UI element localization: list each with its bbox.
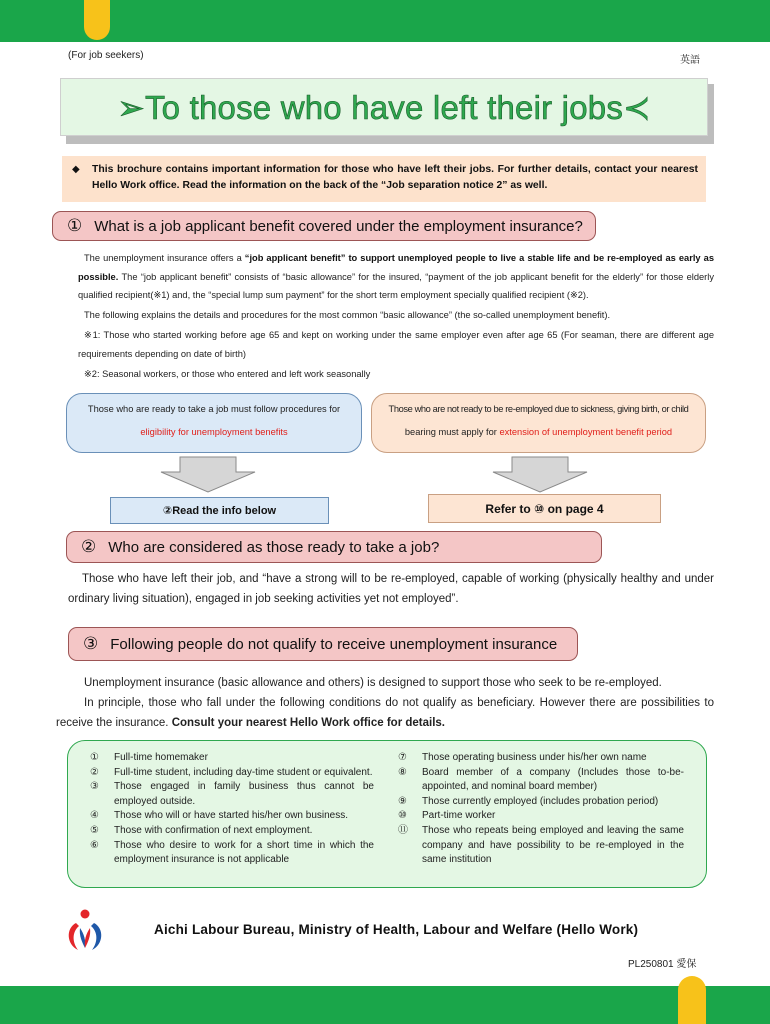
condition-number: ④	[90, 810, 99, 822]
section-3-p2-bold: Consult your nearest Hello Work office for details.	[171, 717, 445, 729]
section-3-title: Following people do not qualify to receive unemployment insurance	[110, 635, 558, 653]
not-ready-card	[371, 393, 706, 453]
title-banner	[60, 78, 708, 136]
ready-card-highlight: eligibility for unemployment benefits	[140, 427, 288, 437]
condition-text: Those with confirmation of next employment.	[114, 824, 313, 836]
bottom-green-band	[0, 986, 770, 1024]
section-2-title: Who are considered as those ready to take a job?	[108, 538, 440, 556]
document-code: PL250801 愛保	[628, 959, 697, 970]
condition-item	[90, 839, 374, 868]
page-title: ➢To those who have left their jobs≺	[117, 88, 651, 126]
condition-text: Full-time homemaker	[114, 752, 208, 763]
section-2-heading	[66, 531, 602, 563]
intro-text: This brochure contains important information for those who have left their jobs. For further details, contact your nearest Hello Work office. Read the information on the back of the “Job separation notice 2” as well.	[92, 164, 698, 191]
condition-text: Those who desire to work for a short time in which the employment insurance is not applicable	[114, 839, 374, 866]
audience-label: (For job seekers)	[68, 50, 144, 61]
condition-number: ③	[90, 781, 99, 793]
p1-bold: “job applicant benefit” to support unemployed people to live a stable life and be re-employed as early as possible.	[78, 253, 714, 282]
intro-box	[62, 156, 706, 202]
section-1-title: What is a job applicant benefit covered under the employment insurance?	[94, 217, 583, 235]
section-1-heading	[52, 211, 596, 241]
bottom-yellow-tab	[678, 976, 706, 1024]
condition-item	[398, 751, 684, 766]
section-1-note-1: ※1: Those who started working before age 65 and kept on working under the same employer even after age 65 (For seaman, there are different age requirements depending on date of birth)	[78, 330, 714, 359]
condition-text: Those currently employed (includes probation period)	[422, 795, 659, 807]
section-1-paragraph-1	[78, 249, 714, 305]
ready-card-text: Those who are ready to take a job must follow procedures for	[87, 404, 341, 414]
condition-number: ⑦	[398, 752, 407, 763]
ready-card	[66, 393, 362, 453]
not-ready-card-text: Those who are not ready to be re-employed due to sickness, giving birth, or child	[388, 404, 689, 414]
condition-item	[90, 766, 374, 781]
condition-item	[90, 809, 374, 824]
p1-rest: The “job applicant benefit” consists of “basic allowance” for the insured, “payment of the job applicant benefit for the elderly” for those elderly qualified recipient(※1) and, the “special lump sum payment” for the short term employment specially qualified recipient (※2).	[78, 271, 714, 300]
not-ready-card-text-2: bearing must apply for	[404, 427, 500, 437]
section-3-number: ③	[83, 634, 99, 653]
condition-item	[90, 780, 374, 809]
condition-item	[398, 809, 684, 824]
issuer-name: Aichi Labour Bureau, Ministry of Health, Labour and Welfare (Hello Work)	[154, 922, 639, 937]
section-1-paragraph-2: The following explains the details and procedures for the most common “basic allowance” (the so-called unemployment benefit).	[84, 310, 611, 320]
section-3-heading	[68, 627, 578, 661]
section-3-p2-text: In principle, those who fall under the following conditions do not qualify as beneficiary. However there are possibilities to receive the insurance.	[56, 697, 714, 729]
condition-number: ⑥	[90, 839, 99, 851]
conditions-right-list	[398, 751, 684, 868]
condition-item	[398, 795, 684, 810]
condition-number: ⑧	[398, 766, 407, 778]
section-3-paragraph-2	[56, 693, 714, 733]
condition-text: Those who will or have started his/her own business.	[114, 810, 349, 822]
condition-number: ⑨	[398, 795, 407, 807]
condition-text: Part-time worker	[422, 810, 496, 822]
section-1-note-2: ※2: Seasonal workers, or those who entered and left work seasonally	[84, 369, 371, 379]
p1-start: The unemployment insurance offers a	[84, 253, 245, 263]
read-info-below-box: ②Read the info below	[110, 497, 329, 524]
condition-number: ⑩	[398, 810, 407, 822]
condition-text: Full-time student, including day-time student or equivalent.	[114, 766, 373, 778]
condition-text: Board member of a company (Includes those to-be-appointed, and nominal board member)	[422, 766, 684, 793]
conditions-box	[67, 740, 707, 888]
language-label: 英語	[680, 55, 700, 66]
section-3-paragraph-1: Unemployment insurance (basic allowance and others) is designed to support those who seek to be re-employed.	[84, 677, 662, 689]
section-2-number: ②	[81, 537, 97, 556]
condition-item	[398, 766, 684, 795]
down-arrow-icon	[490, 456, 590, 494]
condition-number: ⑤	[90, 824, 99, 836]
condition-item	[90, 751, 374, 766]
condition-item	[90, 824, 374, 839]
condition-item	[398, 824, 684, 868]
top-yellow-tab	[84, 0, 110, 40]
down-arrow-icon	[158, 456, 258, 494]
top-green-band	[0, 0, 770, 42]
section-1-number: ①	[67, 216, 83, 235]
section-2-text: Those who have left their job, and “have a strong will to be re-employed, capable of working (physically healthy and under ordinary living situation), engaged in job seeking activities yet not employed”.	[68, 573, 714, 605]
condition-number: ①	[90, 752, 99, 763]
mhlw-logo-icon	[62, 908, 108, 954]
refer-page-4-box: Refer to ⑩ on page 4	[428, 494, 661, 523]
not-ready-card-highlight: extension of unemployment benefit period	[499, 427, 673, 437]
diamond-bullet-icon: ◆	[72, 164, 80, 175]
conditions-left-list	[90, 751, 374, 868]
condition-text: Those who repeats being employed and leaving the same company and have possibility to be re-employed in the same institution	[422, 824, 684, 866]
condition-number: ②	[90, 766, 99, 778]
condition-text: Those engaged in family business thus cannot be employed outside.	[114, 781, 374, 807]
condition-text: Those operating business under his/her own name	[422, 752, 647, 763]
condition-number: ⑪	[398, 824, 408, 836]
